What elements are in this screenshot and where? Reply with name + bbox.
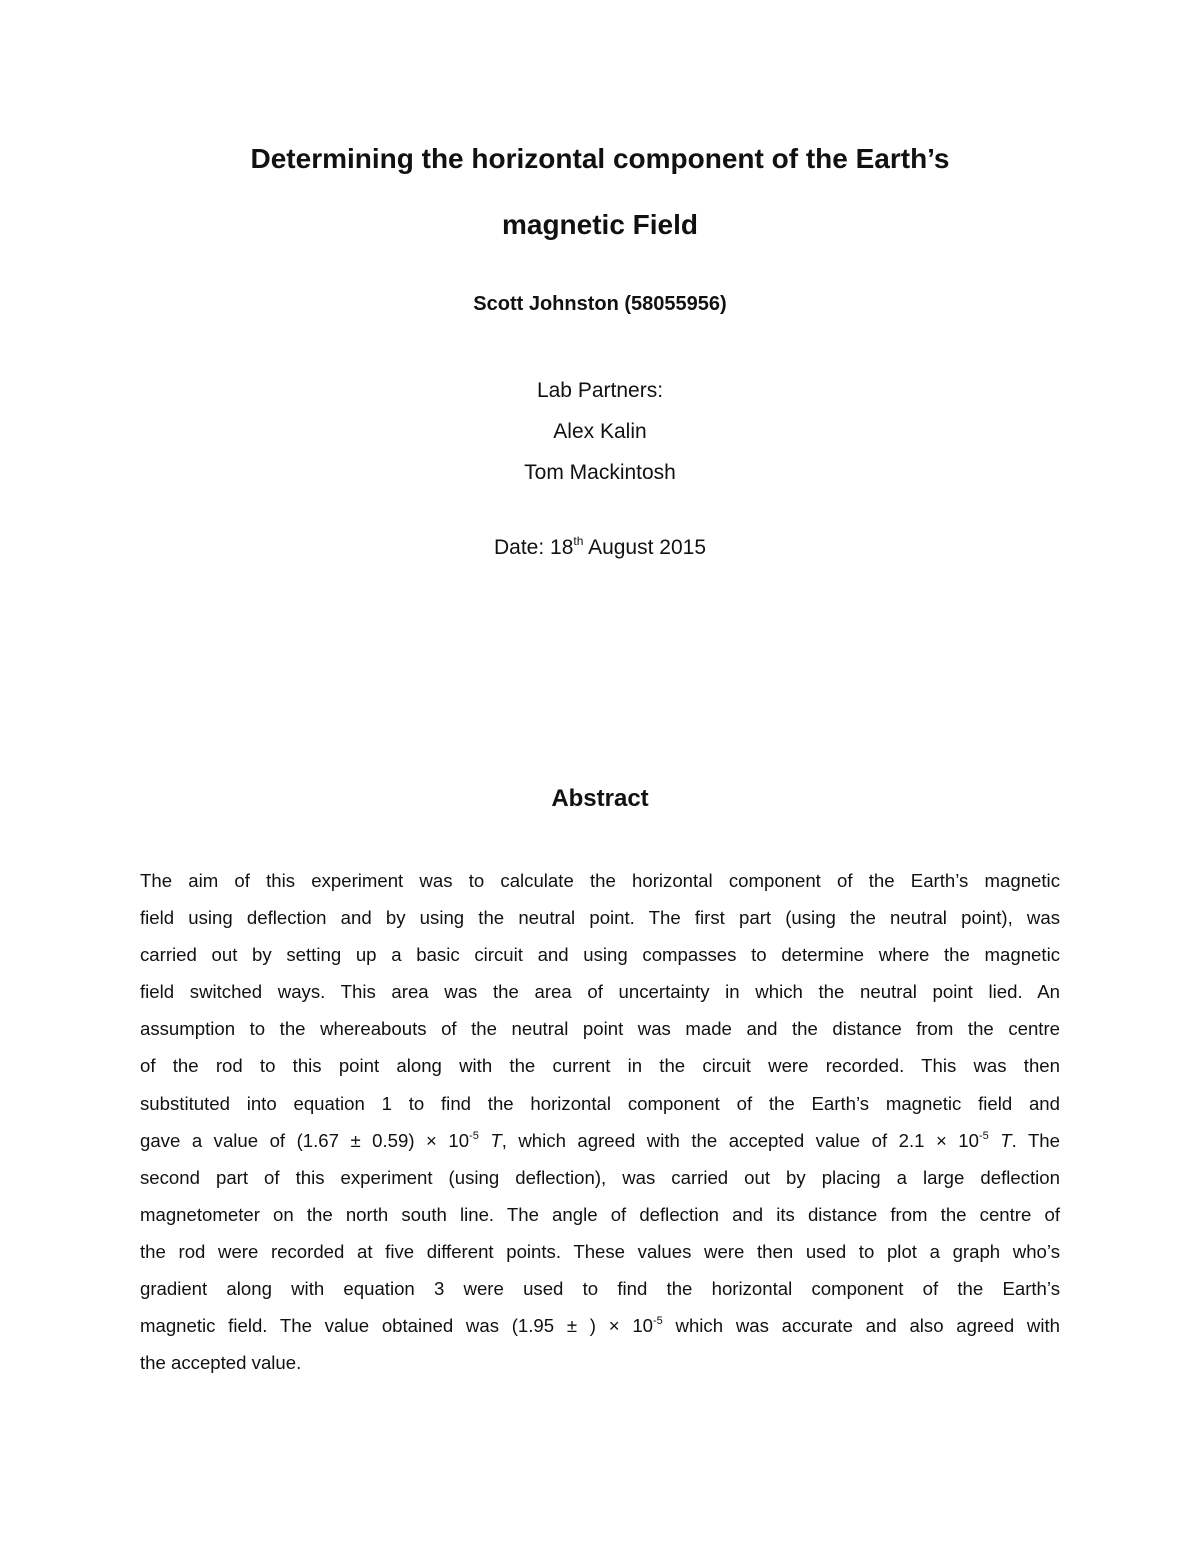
abstract-line xyxy=(140,1122,1060,1159)
unit-symbol: T xyxy=(988,1129,1012,1151)
date-ordinal-suffix: th xyxy=(573,534,584,548)
author-name: Scott Johnston (58055956) xyxy=(473,293,727,315)
date-rest: August 2015 xyxy=(583,536,706,559)
abstract-line: assumption to the whereabouts of the neutral point was made and the distance from the centre xyxy=(140,1018,1060,1040)
exponent: -5 xyxy=(653,1315,663,1328)
abstract-heading: Abstract xyxy=(551,785,649,812)
document-title xyxy=(100,126,1100,258)
abstract-body xyxy=(140,862,1060,1381)
abstract-text: , which agreed with the accepted value of 2.1 × 10 xyxy=(501,1129,979,1151)
lab-partners-label: Lab Partners: xyxy=(536,379,664,402)
abstract-line: The aim of this experiment was to calculate the horizontal component of the Earth’s magnetic xyxy=(140,870,1060,891)
date-prefix: Date: 18 xyxy=(493,536,574,559)
abstract-text: which was accurate and also agreed with xyxy=(662,1315,1060,1337)
abstract-text: magnetic field. The value obtained was (1.95 ± ) × 10 xyxy=(140,1315,654,1337)
abstract-line: field switched ways. This area was the area of uncertainty in which the neutral point lied. An xyxy=(140,981,1060,1003)
abstract-line: of the rod to this point along with the current in the circuit were recorded. This was then xyxy=(140,1055,1060,1077)
lab-partners-block xyxy=(100,370,1100,493)
unit-symbol: T xyxy=(478,1129,502,1151)
abstract-line: magnetometer on the north south line. The angle of deflection and its distance from the centre of xyxy=(140,1203,1060,1225)
abstract-line: substituted into equation 1 to find the horizontal component of the Earth’s magnetic field and xyxy=(140,1092,1060,1114)
report-date xyxy=(100,533,1100,563)
partner-name: Alex Kalin xyxy=(553,420,647,443)
abstract-line: the rod were recorded at five different points. These values were then used to plot a graph who’s xyxy=(140,1240,1060,1262)
abstract-line: field using deflection and by using the neutral point. The first part (using the neutral point), was xyxy=(140,907,1060,929)
abstract-line: carried out by setting up a basic circuit and using compasses to determine where the magnetic xyxy=(140,944,1060,966)
abstract-line: the accepted value. xyxy=(140,1352,302,1374)
title-line-1: Determining the horizontal component of the Earth’s xyxy=(250,143,950,174)
title-line-2: magnetic Field xyxy=(501,209,699,240)
exponent: -5 xyxy=(469,1129,479,1142)
abstract-line xyxy=(140,1307,1060,1344)
partner-name: Tom Mackintosh xyxy=(524,461,676,484)
abstract-text: gave a value of (1.67 ± 0.59) × 10 xyxy=(140,1129,470,1151)
abstract-text: . The xyxy=(1011,1129,1060,1151)
exponent: -5 xyxy=(978,1129,989,1142)
abstract-line: gradient along with equation 3 were used to find the horizontal component of the Earth’s xyxy=(140,1278,1060,1300)
abstract-line: second part of this experiment (using deflection), was carried out by placing a large deflection xyxy=(140,1166,1060,1188)
